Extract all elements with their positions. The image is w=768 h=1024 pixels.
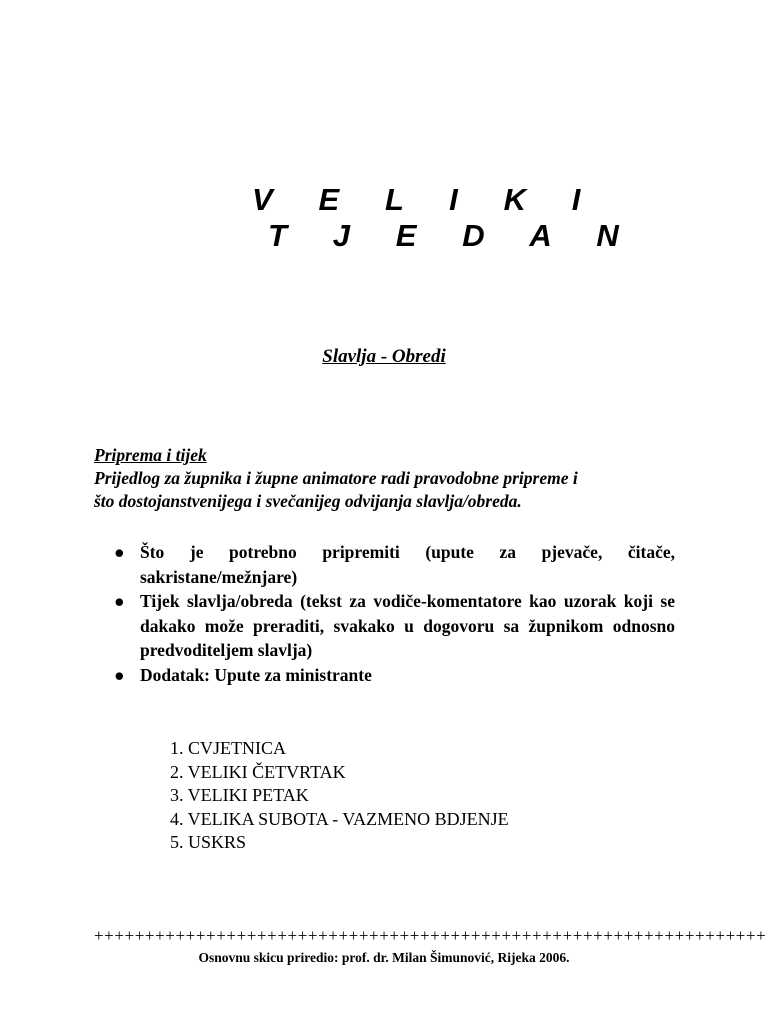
plus-separator: ++++++++++++++++++++++++++++++++++++++++++++++++++++++++++++++++++: [94, 926, 767, 945]
title-line-1: V E L I K I: [252, 182, 600, 217]
bullet-dot-icon: ●: [114, 542, 125, 562]
intro-heading: Priprema i tijek: [94, 445, 207, 465]
intro-section: [94, 444, 684, 513]
intro-line-2: što dostojanstvenijega i svečanijeg odvijanja slavlja/obreda.: [94, 491, 522, 511]
numbered-item: 1. CVJETNICA: [170, 738, 286, 758]
intro-line-1: Prijedlog za župnika i župne animatore radi pravodobne pripreme i: [94, 468, 578, 488]
numbered-item: 4. VELIKA SUBOTA - VAZMENO BDJENJE: [170, 808, 509, 829]
bullet-list: [112, 540, 675, 687]
numbered-list: [170, 737, 509, 855]
bullet-item: [112, 663, 675, 688]
bullet-text: Što je potrebno pripremiti (upute za pjevače, čitače, sakristane/mežnjare): [140, 542, 675, 587]
bullet-dot-icon: ●: [114, 591, 125, 611]
numbered-item: 5. USKRS: [170, 832, 247, 852]
footer-credit: Osnovnu skicu priredio: prof. dr. Milan Šimunović, Rijeka 2006.: [198, 950, 570, 965]
bullet-item: [112, 589, 675, 663]
subtitle: Slavlja - Obredi: [322, 346, 446, 367]
numbered-item: 2. VELIKI ČETVRTAK: [170, 761, 346, 782]
bullet-text: Dodatak: Upute za ministrante: [140, 664, 372, 685]
numbered-item: 3. VELIKI PETAK: [170, 785, 309, 805]
bullet-text: Tijek slavlja/obreda (tekst za vodiče-komentatore kao uzorak koji se dakako može preraditi, svakako u dogovoru sa župnikom odnosno predvoditeljem slavlja): [140, 591, 675, 660]
bullet-item: [112, 540, 675, 589]
title-line-2: T J E D A N: [268, 218, 638, 253]
bullet-dot-icon: ●: [114, 664, 125, 685]
